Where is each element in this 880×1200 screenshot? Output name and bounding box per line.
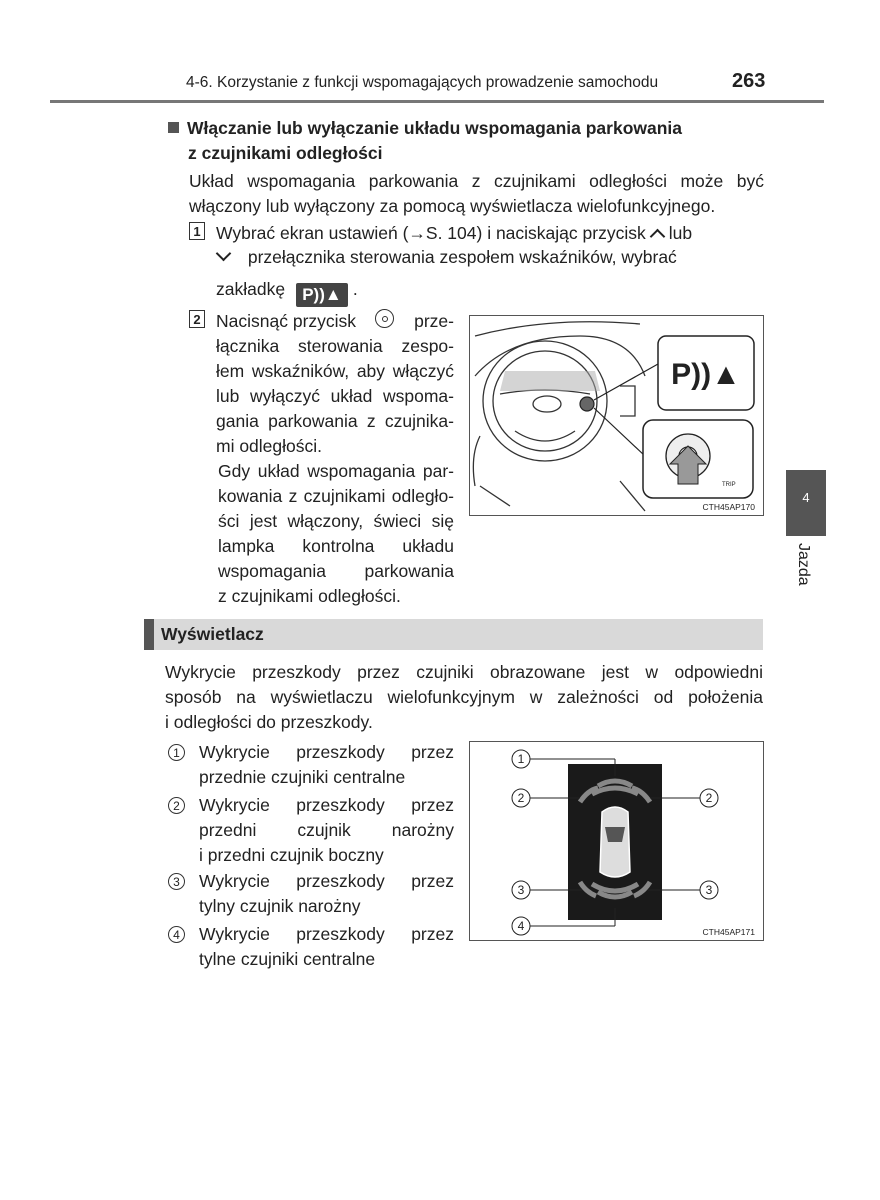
- callout-3-right: 3: [705, 883, 713, 897]
- step1-line3: [216, 277, 358, 307]
- ok-button-icon: [375, 309, 394, 328]
- step2-line: mi odległości.: [216, 436, 323, 456]
- display-intro-line: i odległości do przeszkody.: [165, 712, 373, 732]
- steering-wheel-illustration: [470, 316, 762, 514]
- step-number-1: 1: [189, 222, 205, 240]
- step1-line1: [216, 221, 766, 246]
- trip-label: TRIP: [722, 482, 736, 488]
- item-line: i przedni czujnik boczny: [199, 845, 384, 865]
- note-line: kowania z czujnikami odległo-: [218, 486, 454, 506]
- step2-line: Nacisnąć przycisk: [216, 311, 357, 331]
- item-line: przednie czujniki centralne: [199, 767, 406, 787]
- list-item: [168, 740, 454, 790]
- item-line: Wykrycie przeszkody przez: [199, 742, 454, 762]
- square-bullet-icon: [168, 122, 179, 133]
- intro-line: Układ wspomagania parkowania z czujnikami odległości może być: [189, 171, 764, 191]
- note-line: Gdy układ wspomagania par-: [218, 461, 454, 481]
- chevron-up-icon: [649, 229, 665, 245]
- step2-line: gania parkowania z czujnika-: [216, 411, 454, 431]
- list-item: [168, 922, 454, 972]
- heading-accent: [144, 619, 154, 650]
- list-item: [168, 869, 454, 919]
- display-heading-text: Wyświetlacz: [161, 624, 264, 644]
- note-line: wspomagania parkowania: [218, 561, 454, 581]
- item-number: 3: [168, 873, 185, 890]
- header-rule: [50, 100, 824, 103]
- step2-line: prze-: [414, 311, 454, 331]
- item-line: Wykrycie przeszkody przez: [199, 795, 454, 815]
- callout-3-left: 3: [517, 883, 525, 897]
- section-heading: [168, 116, 764, 166]
- section-heading-line1: Włączanie lub wyłączanie układu wspomagania parkowania: [187, 118, 683, 138]
- callout-2-right: 2: [705, 791, 713, 805]
- callout-1: 1: [517, 752, 525, 766]
- list-item: [168, 793, 454, 868]
- item-number: 1: [168, 744, 185, 761]
- display-intro-line: sposób na wyświetlaczu wielofunkcyjnym w zależności od położenia: [165, 687, 763, 707]
- item-number: 2: [168, 797, 185, 814]
- chapter-tab: [786, 470, 826, 536]
- display-intro: [165, 660, 763, 735]
- item-number: 4: [168, 926, 185, 943]
- sensor-display-illustration: [470, 742, 762, 939]
- chevron-down-icon: [216, 246, 232, 262]
- step1-line2: [218, 245, 677, 270]
- sensor-display-figure: [469, 741, 764, 941]
- item-line: tylny czujnik narożny: [199, 896, 361, 916]
- figure-code: CTH45AP170: [702, 502, 755, 512]
- note-line: ści jest włączony, świeci się: [218, 511, 454, 531]
- display-section-heading: [144, 619, 763, 650]
- figure-code: CTH45AP171: [702, 927, 755, 937]
- intro-line: włączony lub wyłączony za pomocą wyświetlacza wielofunkcyjnego.: [189, 196, 716, 216]
- step2-line: łem wskaźników, aby włączyć: [216, 361, 454, 381]
- parking-assist-tab-icon: P))▲: [296, 283, 348, 307]
- step1-text: zakładkę: [216, 279, 286, 299]
- callout-4: 4: [517, 919, 525, 933]
- item-line: przedni czujnik narożny: [199, 820, 454, 840]
- running-header: 4-6. Korzystanie z funkcji wspomagających prowadzenie samochodu: [186, 74, 659, 91]
- step2-text: [216, 309, 454, 459]
- steering-wheel-figure: [469, 315, 764, 516]
- page-number: 263: [732, 70, 766, 92]
- note-line: z czujnikami odległości.: [218, 586, 401, 606]
- chapter-number: 4: [802, 490, 810, 505]
- step1-text: przełącznika sterowania zespołem wskaźników, wybrać: [247, 247, 677, 267]
- step1-text: Wybrać ekran ustawień (→S. 104) i naciskając przycisk: [216, 223, 646, 243]
- step2-note: [218, 459, 454, 609]
- step1-or: lub: [668, 223, 693, 243]
- item-line: Wykrycie przeszkody przez: [199, 871, 454, 891]
- section-heading-line2: z czujnikami odległości: [188, 143, 383, 163]
- display-intro-line: Wykrycie przeszkody przez czujniki obrazowane jest w odpowiedni: [165, 662, 763, 682]
- step2-line: łącznika sterowania zespo-: [216, 336, 454, 356]
- step2-line: lub wyłączyć układ wspoma-: [216, 386, 454, 406]
- parking-assist-indicator-icon: P))▲: [671, 358, 741, 391]
- chapter-label-text: Jazda: [795, 543, 812, 586]
- note-line: lampka kontrolna układu: [218, 536, 454, 556]
- item-line: tylne czujniki centralne: [199, 949, 376, 969]
- item-line: Wykrycie przeszkody przez: [199, 924, 454, 944]
- section-intro: [189, 169, 764, 219]
- step1-period: .: [352, 279, 358, 299]
- step-number-2: 2: [189, 310, 205, 328]
- callout-2-left: 2: [517, 791, 525, 805]
